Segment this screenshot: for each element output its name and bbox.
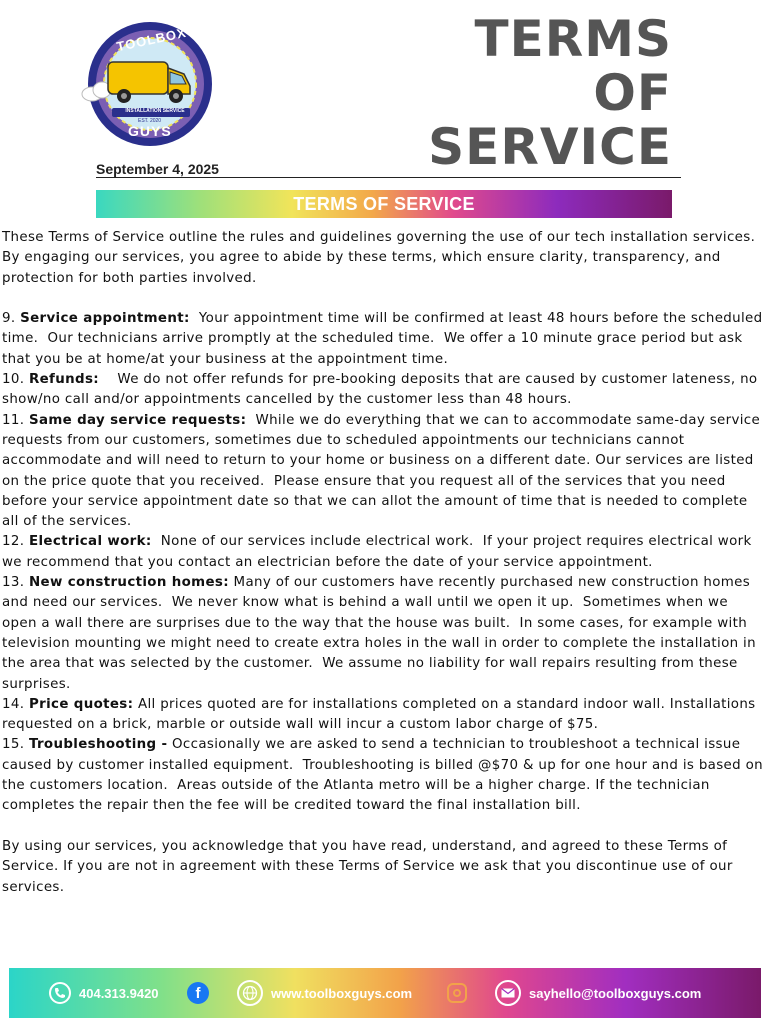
logo-subtitle: INSTALLATION SERVICE [125,108,185,114]
contact-footer [9,968,761,1018]
term-item-9 [2,309,766,370]
term-item-11 [2,411,766,533]
title-line-2: OF [593,64,672,122]
term-number: 15. [2,737,25,753]
footer-facebook[interactable] [187,979,209,1007]
term-item-13 [2,573,766,695]
term-title: Service appointment: [20,311,190,327]
globe-icon [237,980,263,1006]
footer-website[interactable] [237,979,412,1007]
term-item-14 [2,695,766,736]
term-title: Refunds: [28,372,99,388]
facebook-icon: f [187,982,209,1004]
mail-icon [495,980,521,1006]
phone-number: 404.313.9420 [79,985,159,1001]
title-line-1: TERMS [474,10,672,68]
term-number: 12. [2,534,25,550]
footer-phone[interactable] [49,979,159,1007]
term-number: 10. [2,372,25,388]
term-title: Troubleshooting - [28,737,168,753]
term-item-15 [2,735,766,816]
header-divider [96,177,681,178]
term-number: 11. [2,412,25,428]
paragraph-gap [2,817,766,837]
term-text: Occasionally we are asked to send a technician to troubleshoot a technical issue caused by customer installed equipment. Troubleshooting is billed @$70 & up for one hour and is based on the customers location. Areas outside of the Atlanta metro will be a higher charge. If the technician completes the repair then the fee will be credited toward the final installation bill. [2,737,768,814]
company-logo [78,18,218,148]
terms-body [2,228,766,898]
term-text: While we do everything that we can to accommodate same-day service requests from our customers, sometimes due to scheduled appointments our technicians cannot accommodate and will need to return to your home or business on a different date. Our services are listed on the price quote that you received. Please ensure that you request all of the services that you need before your service appointment date so that we can allot the amount of time that is needed to complete all of the services. [2,412,765,530]
logo-bottom-text: GUYS [128,123,172,139]
term-text: We do not offer refunds for pre-booking deposits that are caused by customer lateness, no show/no call and/or appointments cancelled by the customer less than 48 hours. [2,372,763,408]
intro-paragraph: These Terms of Service outline the rules and guidelines governing the use of our tech installation services. By engaging our services, you agree to abide by these terms, which ensure clarity, transparency, and protection for both parties involved. [2,230,756,286]
paragraph-gap [2,289,766,309]
term-title: Price quotes: [28,696,134,712]
term-text: All prices quoted are for installations completed on a standard indoor wall. Installations requested on a brick, marble or outside wall will incur a custom labor charge of $75. [2,696,761,733]
term-item-10 [2,370,766,411]
term-number: 9. [2,311,16,327]
term-text: None of our services include electrical work. If your project requires electrical work we recommend that you contact an electrician before the date of your service appointment. [2,534,757,570]
term-number: 13. [2,575,25,591]
term-text: Many of our customers have recently purchased new construction homes and need our services. We never know what is behind a wall until we open it up. Sometimes when we open a wall there are surprises due to the way that the house was built. In some cases, for example with television mounting we might need to create extra holes in the wall in order to complete the installation in the area that was selected by the customer. We assume no liability for wall repairs resulting from these surprises. [2,575,761,692]
term-title: Electrical work: [28,534,152,550]
title-line-3: SERVICE [428,118,672,176]
section-banner: TERMS OF SERVICE [96,190,672,218]
term-title: Same day service requests: [28,412,247,428]
document-date: September 4, 2025 [96,161,219,177]
instagram-icon [447,983,467,1003]
phone-icon [49,982,71,1004]
term-text: Your appointment time will be confirmed at least 48 hours before the scheduled time. Our technicians arrive promptly at the scheduled time. We offer a 10 minute grace period but ask that you be at home/at your business at the appointment time. [2,311,768,367]
term-title: New construction homes: [28,575,229,591]
logo-est: EST. 2020 [138,118,162,124]
page-title [428,12,672,174]
closing-paragraph: By using our services, you acknowledge that you have read, understand, and agreed to these Terms of Service. If you are not in agreement with these Terms of Service we ask that you discontinue use of our services. [2,838,733,895]
footer-email[interactable] [495,979,701,1007]
footer-instagram[interactable] [447,979,467,1007]
email-address: sayhello@toolboxguys.com [529,985,702,1001]
term-item-12 [2,532,766,573]
term-number: 14. [2,696,25,712]
website-link: www.toolboxguys.com [271,985,413,1001]
logo-top-text: TOOLBOX [115,24,188,55]
